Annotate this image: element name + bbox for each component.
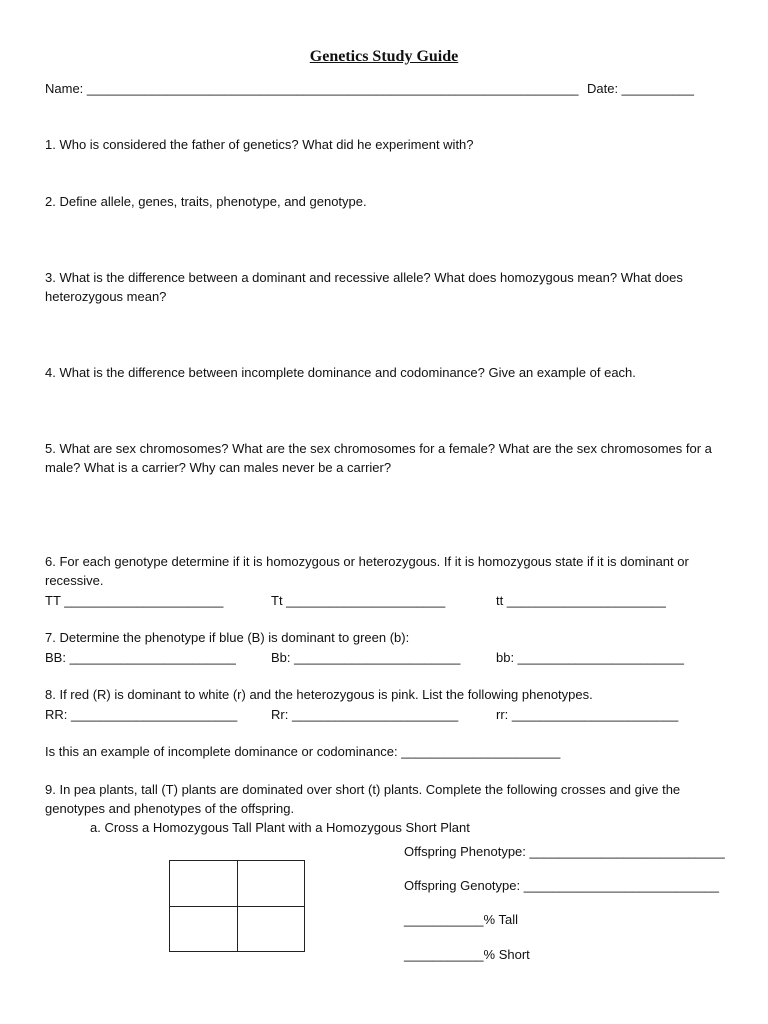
q8-followup[interactable]: Is this an example of incomplete dominance or codominance: ______________________ [45,744,561,759]
q6-answer-tt-recessive[interactable]: tt ______________________ [496,593,666,608]
q8-answer-rr-mixed[interactable]: Rr: _______________________ [271,707,459,722]
question-9: 9. In pea plants, tall (T) plants are dominated over short (t) plants. Complete the following crosses and give the genotypes and phenotypes of the offspring. [45,782,681,816]
question-8: 8. If red (R) is dominant to white (r) and the heterozygous is pink. List the following phenotypes. [45,687,593,702]
percent-short-field[interactable]: ___________% Short [404,947,530,962]
q6-answer-tt-heterozygous[interactable]: Tt ______________________ [271,593,446,608]
question-2: 2. Define allele, genes, traits, phenotype, and genotype. [45,194,367,209]
question-3: 3. What is the difference between a dominant and recessive allele? What does homozygous mean? What does heterozygous mean? [45,270,683,304]
percent-tall-field[interactable]: ___________% Tall [404,912,518,927]
punnett-square[interactable] [169,860,305,952]
question-5: 5. What are sex chromosomes? What are the sex chromosomes for a female? What are the sex chromosomes for a male? What is a carrier? Why can males never be a carrier? [45,441,712,475]
q6-answer-tt-homozygous[interactable]: TT ______________________ [45,593,224,608]
question-1: 1. Who is considered the father of genetics? What did he experiment with? [45,137,474,152]
punnett-divider-horizontal [170,906,304,907]
q7-answer-bb-lower[interactable]: bb: _______________________ [496,650,684,665]
date-field[interactable]: Date: __________ [587,81,694,96]
q7-answer-bb-upper[interactable]: BB: _______________________ [45,650,236,665]
page-title: Genetics Study Guide [309,48,459,65]
offspring-genotype-field[interactable]: Offspring Genotype: ___________________________ [404,878,719,893]
offspring-phenotype-field[interactable]: Offspring Phenotype: ___________________________ [404,844,725,859]
question-4: 4. What is the difference between incomplete dominance and codominance? Give an example of each. [45,365,636,380]
q8-answer-rr-lower[interactable]: rr: _______________________ [496,707,679,722]
question-7: 7. Determine the phenotype if blue (B) is dominant to green (b): [45,630,410,645]
q7-answer-bb-mixed[interactable]: Bb: _______________________ [271,650,461,665]
question-6: 6. For each genotype determine if it is homozygous or heterozygous. If it is homozygous state if it is dominant or recessive. [45,554,689,588]
q8-answer-rr-upper[interactable]: RR: _______________________ [45,707,238,722]
q9-part-a: a. Cross a Homozygous Tall Plant with a Homozygous Short Plant [90,820,470,835]
name-field[interactable]: Name: ____________________________________________________________________ [45,81,579,96]
